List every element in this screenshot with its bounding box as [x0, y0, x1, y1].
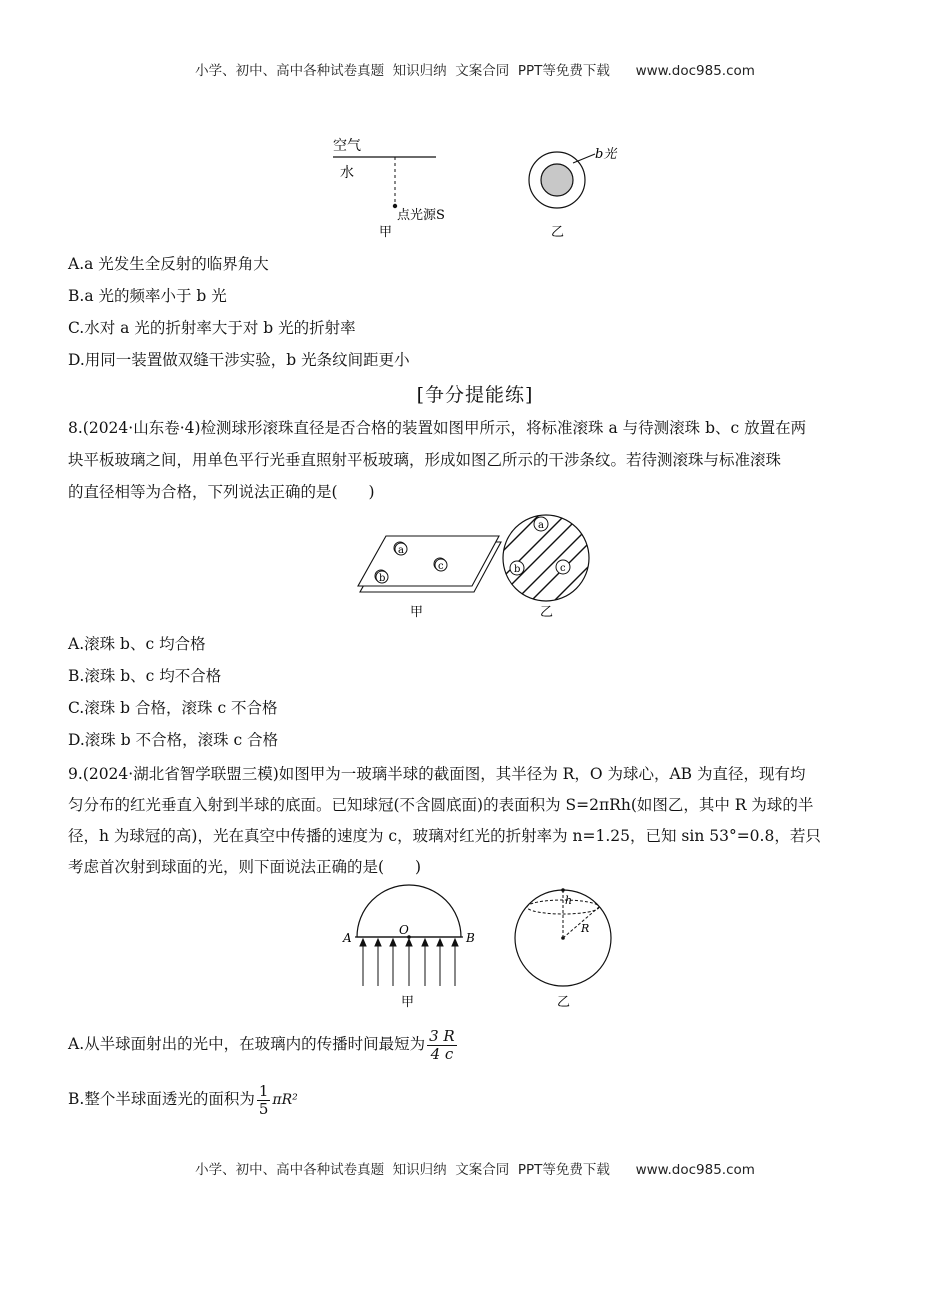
fraction-denominator: 4 c — [430, 1044, 454, 1063]
label-yi-q7: 乙 — [551, 225, 565, 240]
label-jia-q8: 甲 — [410, 605, 424, 620]
label-jia-q9: 甲 — [401, 995, 415, 1010]
fraction-numerator: 1 — [258, 1081, 269, 1100]
q9-option-a-text: A.从半球面射出的光中，在玻璃内的传播时间最短为 — [68, 1035, 426, 1053]
label-ball-a-jia: a — [398, 545, 404, 556]
label-air: 空气 — [333, 138, 361, 154]
label-ball-b-yi: b — [514, 564, 521, 575]
label-ball-a-yi: a — [538, 520, 544, 531]
q8-line-1: 8.(2024·山东卷·4)检测球形滚珠直径是否合格的装置如图甲所示，将标准滚珠 a 与待测滚珠 b、c 放置在两 — [68, 419, 807, 437]
fraction-3R-over-4c — [427, 1028, 457, 1063]
page-header: 小学、初中、高中各种试卷真题 知识归纳 文案合同 PPT等免费下载 www.doc985.com — [195, 63, 755, 79]
q9-line-4: 考虑首次射到球面的光，则下面说法正确的是( ) — [68, 858, 422, 876]
q7-option-b: B.a 光的频率小于 b 光 — [68, 287, 227, 305]
label-ball-b-jia: b — [379, 573, 386, 584]
q9-line-3: 径，h 为球冠的高)，光在真空中传播的速度为 c，玻璃对红光的折射率为 n=1.25，已知 sin 53°=0.8，若只 — [68, 827, 821, 845]
q9-option-b — [68, 1081, 298, 1118]
q9-option-b-text: B.整个半球面透光的面积为 — [68, 1090, 255, 1108]
fraction-numerator: 3 R — [429, 1026, 455, 1045]
fraction-1-over-5 — [257, 1083, 271, 1118]
q8-option-c: C.滚珠 b 合格，滚珠 c 不合格 — [68, 699, 278, 717]
q8-line-2: 块平板玻璃之间，用单色平行光垂直照射平板玻璃，形成如图乙所示的干涉条纹。若待测滚珠与标准滚珠 — [68, 451, 782, 469]
figure-q7 — [320, 130, 640, 245]
q8-option-b: B.滚珠 b、c 均不合格 — [68, 667, 222, 685]
label-b-light: b光 — [595, 147, 617, 162]
label-B: B — [466, 931, 475, 945]
label-A: A — [343, 931, 352, 945]
label-jia-q7: 甲 — [379, 225, 393, 240]
label-point-source: 点光源S — [397, 208, 445, 223]
q9-line-1: 9.(2024·湖北省智学联盟三模)如图甲为一玻璃半球的截面图，其半径为 R，O 为球心，AB 为直径，现有均 — [68, 765, 806, 783]
label-ball-c-yi: c — [560, 563, 566, 574]
figure-q9 — [335, 882, 625, 1012]
q8-option-a: A.滚珠 b、c 均合格 — [68, 635, 206, 653]
q7-option-d: D.用同一装置做双缝干涉实验，b 光条纹间距更小 — [68, 351, 410, 369]
label-h: h — [565, 894, 573, 907]
q8-option-d: D.滚珠 b 不合格，滚珠 c 合格 — [68, 731, 279, 749]
label-ball-c-jia: c — [438, 561, 444, 572]
label-water: 水 — [340, 165, 354, 181]
figure-q8 — [350, 508, 600, 626]
q9-option-a — [68, 1026, 459, 1063]
q9-option-b-tail: πR² — [272, 1092, 298, 1108]
fraction-denominator: 5 — [258, 1099, 269, 1118]
label-O: O — [399, 923, 409, 937]
q7-option-a: A.a 光发生全反射的临界角大 — [68, 255, 269, 273]
label-yi-q9: 乙 — [557, 995, 571, 1010]
section-title: [争分提能练] — [416, 384, 534, 406]
q9-line-2: 匀分布的红光垂直入射到半球的底面。已知球冠(不含圆底面)的表面积为 S=2πRh(如图乙，其中 R 为球的半 — [68, 796, 814, 814]
page-footer: 小学、初中、高中各种试卷真题 知识归纳 文案合同 PPT等免费下载 www.doc985.com — [195, 1162, 755, 1178]
label-yi-q8: 乙 — [540, 605, 554, 620]
q7-option-c: C.水对 a 光的折射率大于对 b 光的折射率 — [68, 319, 356, 337]
q8-line-3: 的直径相等为合格，下列说法正确的是( ) — [68, 483, 375, 501]
label-R: R — [581, 922, 590, 935]
